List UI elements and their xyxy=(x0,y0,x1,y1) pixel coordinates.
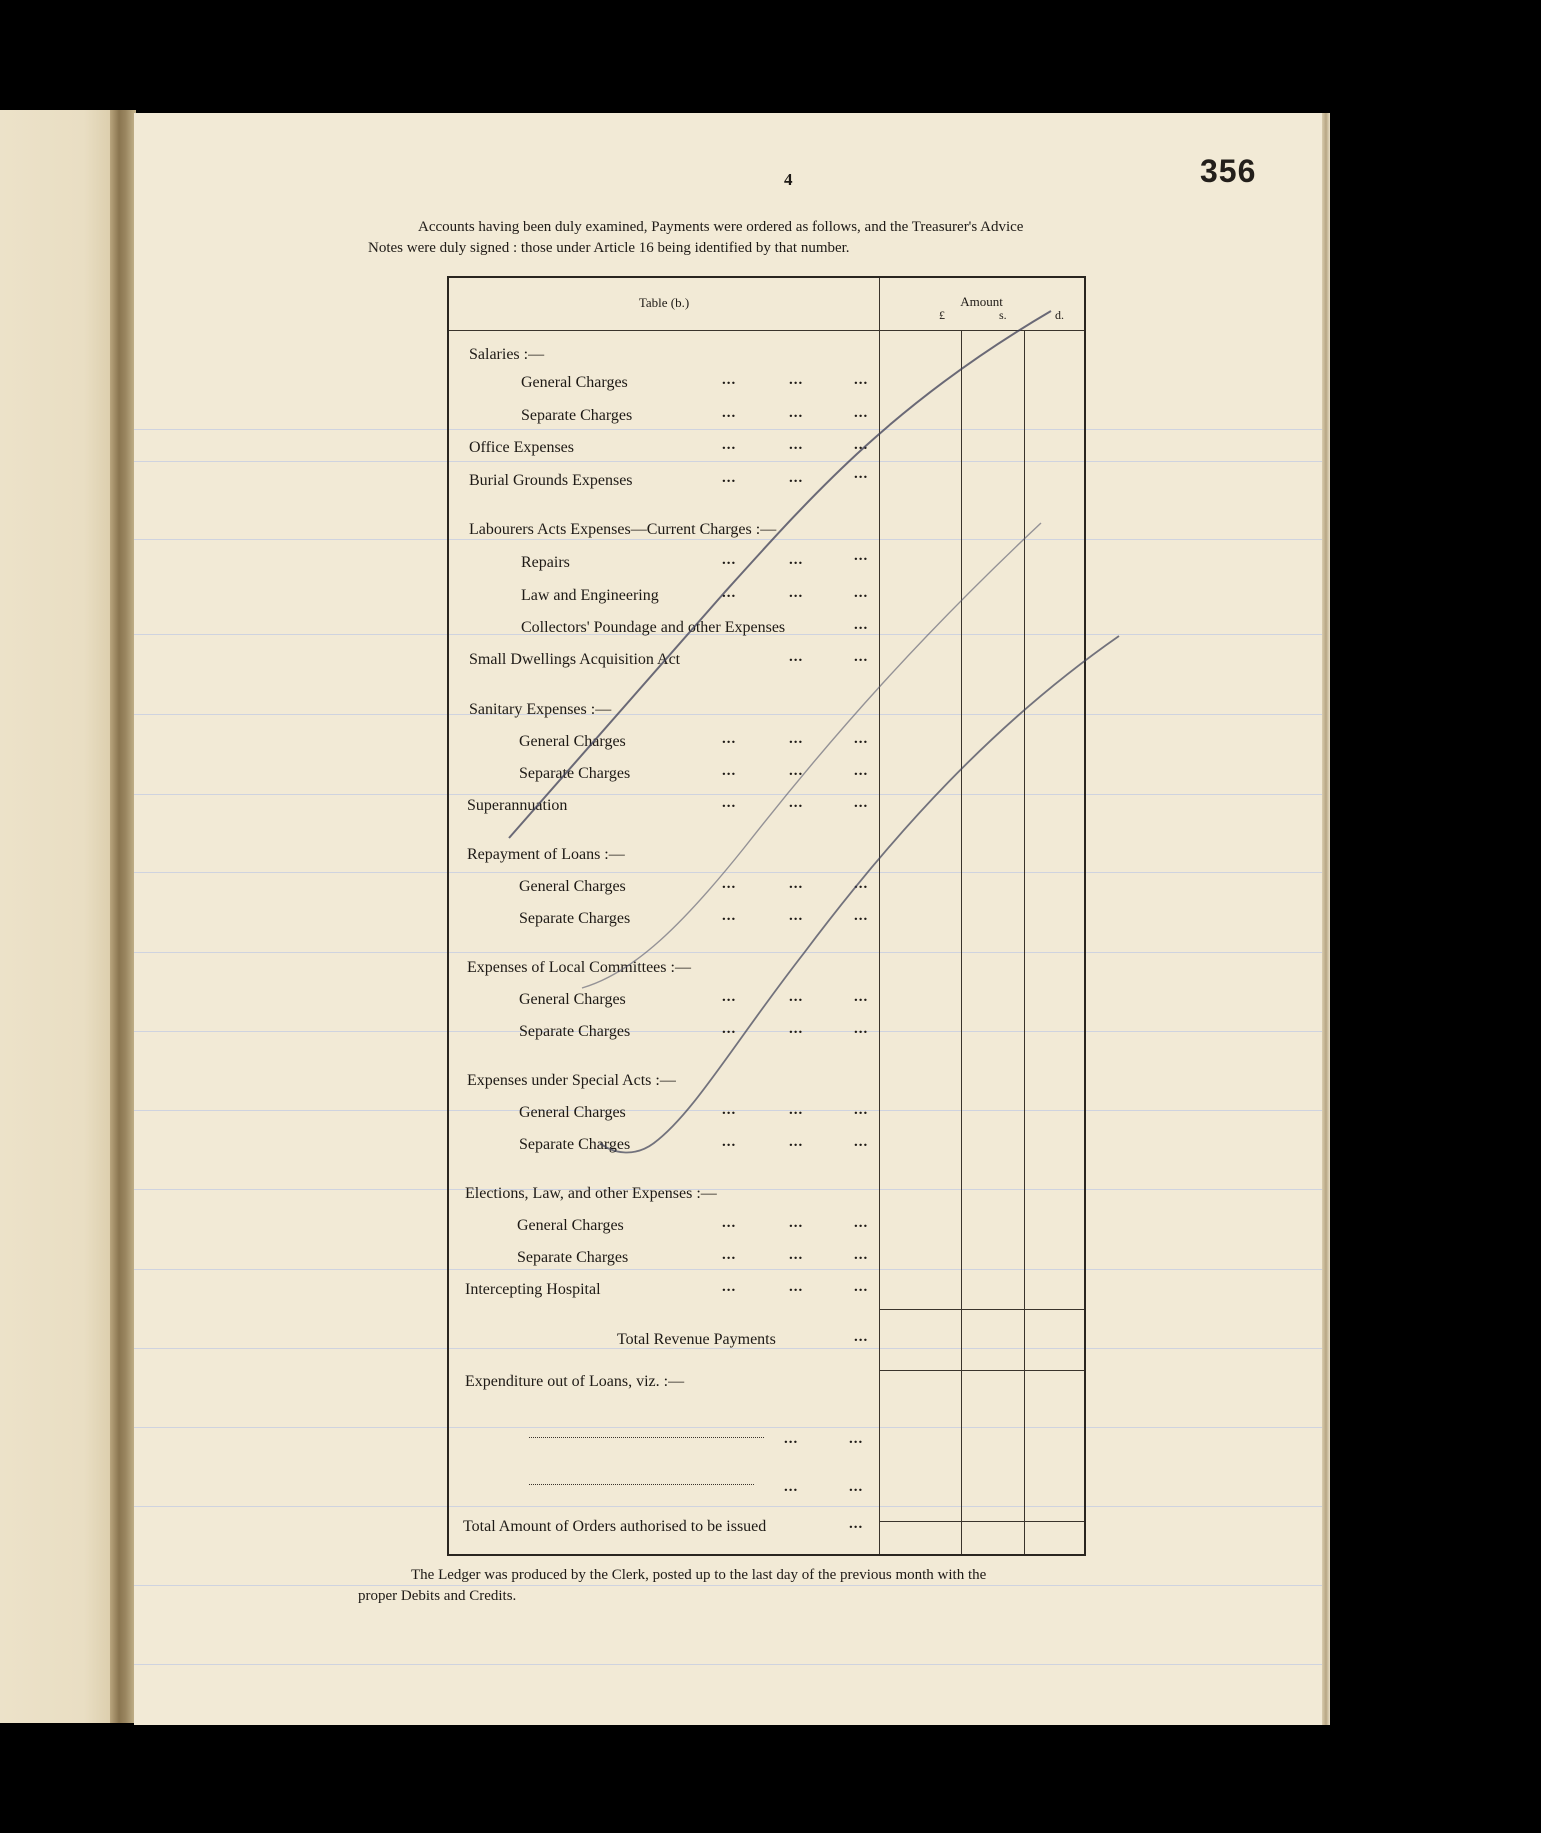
dot-leader: ... xyxy=(789,1215,804,1231)
dot-leader: ... xyxy=(789,437,804,453)
dot-leader: ... xyxy=(854,372,869,388)
row-label: Labourers Acts Expenses—Current Charges :— xyxy=(469,521,777,538)
row-label: Separate Charges xyxy=(519,910,631,927)
row-label: Separate Charges xyxy=(521,407,633,424)
row-label: Repairs xyxy=(521,554,570,571)
dot-leader: ... xyxy=(722,372,737,388)
dot-leader: ... xyxy=(854,585,869,601)
dot-leader: ... xyxy=(854,795,869,811)
amount-header: Amount xyxy=(960,294,1003,309)
dot-leader: ... xyxy=(789,552,804,568)
dot-leader: ... xyxy=(849,1516,864,1532)
dot-leader: ... xyxy=(854,908,869,924)
page-number: 4 xyxy=(784,170,793,189)
dot-leader: ... xyxy=(854,1021,869,1037)
dot-leader: ... xyxy=(789,372,804,388)
dot-leader: ... xyxy=(722,795,737,811)
dot-leader: ... xyxy=(722,731,737,747)
dot-leader: ... xyxy=(789,405,804,421)
dot-leader: ... xyxy=(789,795,804,811)
dot-leader: ... xyxy=(722,1247,737,1263)
shillings-column-header: s. xyxy=(999,308,1007,322)
row-label: General Charges xyxy=(517,1217,624,1234)
dot-leader: ... xyxy=(854,1134,869,1150)
dot-leader: ... xyxy=(789,1279,804,1295)
dot-leader: ... xyxy=(854,405,869,421)
row-label: General Charges xyxy=(519,878,626,895)
pence-column-header: d. xyxy=(1055,308,1064,322)
row-label: Collectors' Poundage and other Expenses xyxy=(521,619,786,636)
pencil-stroke xyxy=(509,311,1051,838)
pounds-column-header: £ xyxy=(939,308,945,322)
dot-leader: ... xyxy=(854,617,869,633)
dot-leader: ... xyxy=(784,1431,799,1447)
row-label: Superannuation xyxy=(467,797,568,814)
pencil-stroke xyxy=(600,636,1119,1152)
dot-leader: ... xyxy=(789,1134,804,1150)
closing-line-2: proper Debits and Credits. xyxy=(358,1588,517,1604)
dot-leader: ... xyxy=(789,1102,804,1118)
dot-leader: ... xyxy=(789,908,804,924)
grand-total-label: Total Amount of Orders authorised to be issued xyxy=(463,1518,767,1535)
dot-leader: ... xyxy=(854,1247,869,1263)
book-gutter xyxy=(110,110,136,1723)
dot-leader: ... xyxy=(789,876,804,892)
dot-leader: ... xyxy=(789,1021,804,1037)
dot-leader: ... xyxy=(854,437,869,453)
dot-leader: ... xyxy=(854,1102,869,1118)
pencil-cancellation-strokes xyxy=(134,113,1327,1725)
dot-leader: ... xyxy=(722,405,737,421)
dot-leader: ... xyxy=(854,989,869,1005)
dot-leader: ... xyxy=(789,1247,804,1263)
row-label: Separate Charges xyxy=(519,1023,631,1040)
row-label: Office Expenses xyxy=(469,439,574,456)
dot-leader: ... xyxy=(849,1431,864,1447)
dot-leader: ... xyxy=(722,908,737,924)
dot-leader: ... xyxy=(789,649,804,665)
row-label: Expenditure out of Loans, viz. :— xyxy=(465,1373,685,1390)
row-label: Elections, Law, and other Expenses :— xyxy=(465,1185,717,1202)
intro-line-2: Notes were duly signed : those under Article 16 being identified by that number. xyxy=(368,240,850,256)
dot-leader: ... xyxy=(849,1479,864,1495)
dot-leader: ... xyxy=(854,731,869,747)
row-label: Burial Grounds Expenses xyxy=(469,472,633,489)
row-label: Intercepting Hospital xyxy=(465,1281,601,1298)
dot-leader: ... xyxy=(722,1102,737,1118)
dot-leader: ... xyxy=(854,548,869,564)
dot-leader: ... xyxy=(722,876,737,892)
dot-leader: ... xyxy=(789,585,804,601)
row-label: General Charges xyxy=(519,1104,626,1121)
dot-leader: ... xyxy=(722,1215,737,1231)
row-label: Separate Charges xyxy=(517,1249,629,1266)
row-label: General Charges xyxy=(519,733,626,750)
row-label: Repayment of Loans :— xyxy=(467,846,625,863)
row-label: General Charges xyxy=(519,991,626,1008)
row-label: Separate Charges xyxy=(519,1136,631,1153)
row-label: Separate Charges xyxy=(519,765,631,782)
table-title: Table (b.) xyxy=(638,295,690,310)
row-label: Expenses of Local Committees :— xyxy=(467,959,691,976)
dot-leader: ... xyxy=(722,1279,737,1295)
page-edge xyxy=(1322,113,1330,1725)
closing-line-1: The Ledger was produced by the Clerk, posted up to the last day of the previous month with the xyxy=(411,1567,987,1583)
dot-leader: ... xyxy=(789,470,804,486)
dot-leader: ... xyxy=(722,763,737,779)
intro-line-1: Accounts having been duly examined, Payments were ordered as follows, and the Treasurer's Advice xyxy=(418,219,1024,235)
pencil-stroke xyxy=(582,523,1041,988)
dot-leader: ... xyxy=(854,649,869,665)
left-facing-page xyxy=(0,110,120,1723)
dot-leader: ... xyxy=(789,989,804,1005)
dot-leader: ... xyxy=(722,437,737,453)
row-label: Expenses under Special Acts :— xyxy=(467,1072,676,1089)
dot-leader: ... xyxy=(854,466,869,482)
row-label: General Charges xyxy=(521,374,628,391)
dot-leader: ... xyxy=(722,1021,737,1037)
row-label: Law and Engineering xyxy=(521,587,659,604)
total-revenue-label: Total Revenue Payments xyxy=(617,1331,776,1348)
dot-leader: ... xyxy=(854,1329,869,1345)
dot-leader: ... xyxy=(854,876,869,892)
dot-leader: ... xyxy=(854,1279,869,1295)
row-label: Sanitary Expenses :— xyxy=(469,701,612,718)
folio-number: 356 xyxy=(1200,153,1257,189)
dot-leader: ... xyxy=(722,989,737,1005)
dot-leader: ... xyxy=(722,1134,737,1150)
dot-leader: ... xyxy=(784,1479,799,1495)
dot-leader: ... xyxy=(789,731,804,747)
dot-leader: ... xyxy=(854,763,869,779)
dot-leader: ... xyxy=(722,552,737,568)
ledger-page xyxy=(134,113,1327,1725)
dot-leader: ... xyxy=(722,585,737,601)
dot-leader: ... xyxy=(854,1215,869,1231)
dot-leader: ... xyxy=(789,763,804,779)
row-label: Salaries :— xyxy=(469,346,545,363)
dot-leader: ... xyxy=(722,470,737,486)
row-label: Small Dwellings Acquisition Act xyxy=(469,651,681,668)
